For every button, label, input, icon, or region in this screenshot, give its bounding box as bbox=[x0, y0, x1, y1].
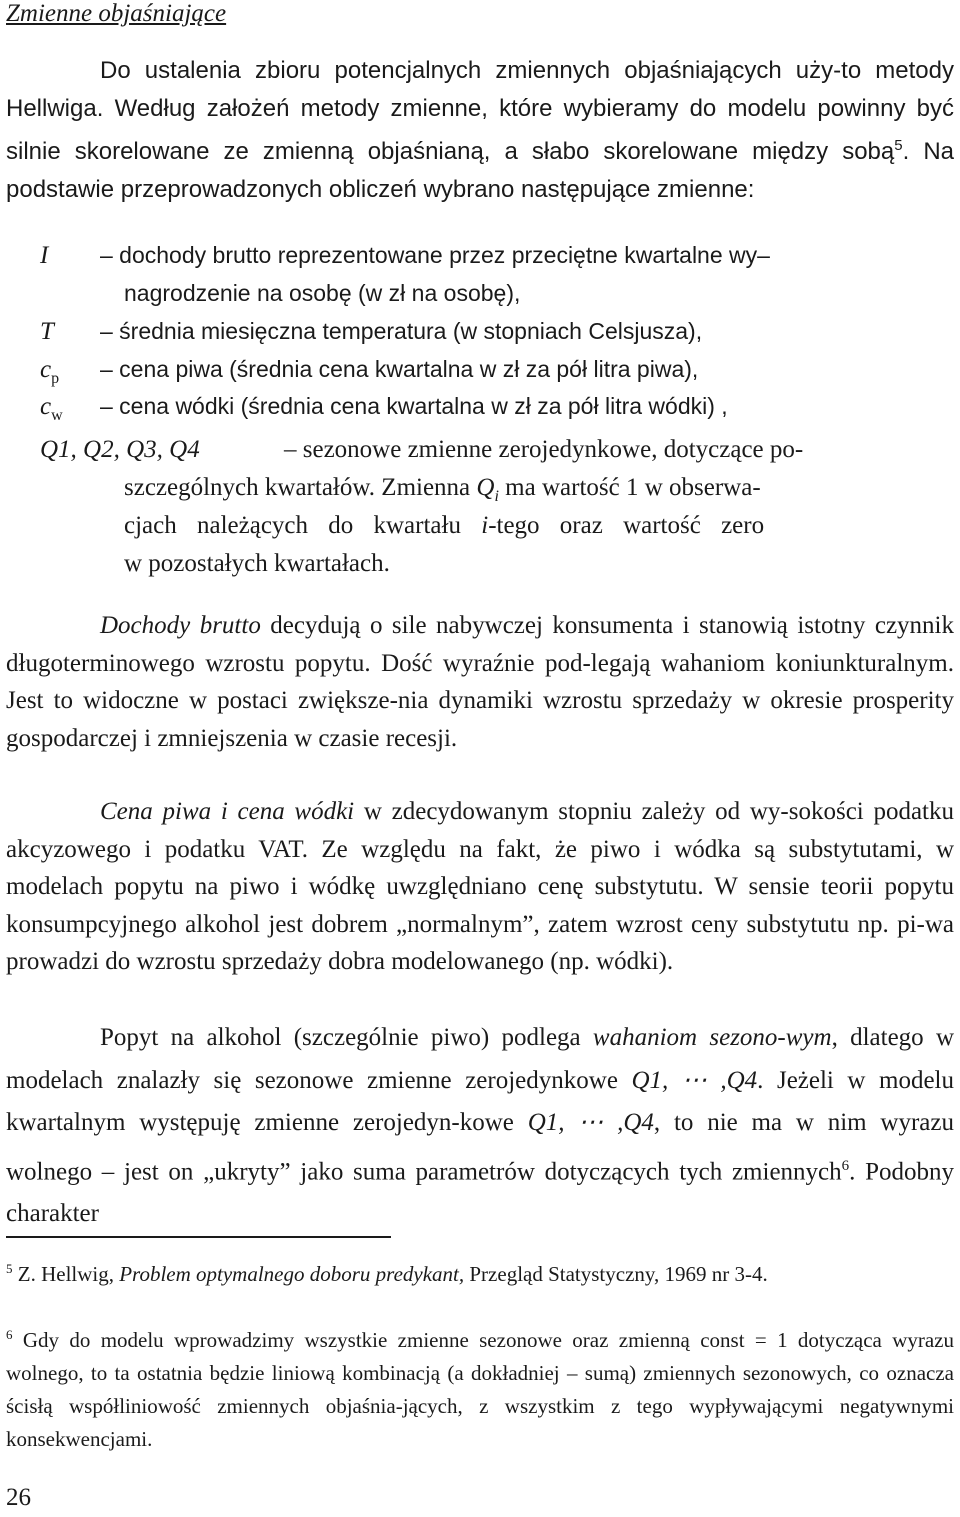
variable-symbol: I bbox=[40, 242, 49, 269]
prices-lead: Cena piwa i cena wódki bbox=[100, 798, 355, 825]
variable-symbol bbox=[40, 356, 59, 388]
footnote-number: 6 bbox=[6, 1327, 13, 1342]
seasonal-q-sub: i bbox=[494, 488, 499, 505]
seasonal-q-range-2: Q1, ⋯ ,Q4 bbox=[527, 1109, 654, 1136]
seasonal-line-4: w pozostałych kwartałach. bbox=[124, 550, 390, 577]
footnote-5 bbox=[6, 1252, 954, 1291]
variable-symbol-sub: w bbox=[51, 407, 63, 424]
seasonal-symbols bbox=[40, 431, 200, 469]
intro-text-b: . Na podstawie przeprowadzonych obliczeń wybrano następujące zmienne: bbox=[6, 138, 954, 203]
seasonal-par-b: , dlatego w modelach znalazły się sezonowe zmienne zerojedynkowe bbox=[6, 1024, 954, 1094]
seasonal-q-symbol: Q bbox=[476, 474, 495, 501]
intro-paragraph bbox=[6, 52, 954, 208]
variable-symbol-sub: p bbox=[51, 370, 60, 387]
page-number: 26 bbox=[6, 1484, 31, 1511]
footnote-text-b: Przegląd Statystyczny, 1969 nr 3-4. bbox=[464, 1262, 768, 1286]
income-lead: Dochody brutto bbox=[100, 612, 261, 639]
variable-symbol: T bbox=[40, 318, 54, 345]
income-text: decydują o sile nabywczej konsumenta i stanowią istotny czynnik długoterminowego wzrostu popytu. Dość wyraźnie pod-legają wahaniom koniunkturalnym. Jest to widoczne w postaci zwiększe-nia dynamiki wzrostu sprzedaży w okresie prosperity gospodarczej i zmniejszenia w czasie recesji. bbox=[6, 612, 954, 752]
prices-text: w zdecydowanym stopniu zależy od wy-sokości podatku akcyzowego i podatku VAT. Ze względu na fakt, że piwo i wódka są substytutami, w modelach popytu na piwo i wódkę uwzględniano cenę substytutu. W sensie teorii popytu konsumpcyjnego alkohol jest dobrem „normalnym”, zatem wzrost ceny substytutu np. pi-wa prowadzi do wzrostu sprzedaży dobra modelowanego (np. wódki). bbox=[6, 798, 955, 976]
variable-description-cont: nagrodzenie na osobę (w zł na osobę), bbox=[124, 280, 521, 306]
section-heading: Zmienne objaśniające bbox=[6, 0, 227, 27]
seasonal-line-2a: szczególnych kwartałów. Zmienna bbox=[124, 474, 477, 501]
seasonal-par-c: . Jeżeli w modelu kwartalnym występuję zmienne zerojedyn-kowe bbox=[6, 1066, 955, 1136]
footnote-text-a: Z. Hellwig, bbox=[12, 1262, 120, 1286]
footnote-ref-6[interactable]: 6 bbox=[841, 1157, 850, 1174]
seasonal-paragraph bbox=[6, 1017, 954, 1236]
variable-symbol-base: c bbox=[40, 393, 52, 420]
footnote-title: Problem optymalnego doboru predykant, bbox=[119, 1262, 465, 1286]
variable-symbol bbox=[40, 393, 63, 425]
footnote-number: 5 bbox=[6, 1261, 13, 1276]
seasonal-line-2b: ma wartość 1 w obserwa- bbox=[498, 474, 761, 501]
variable-description: – dochody brutto reprezentowane przez przeciętne kwartalne wy– bbox=[100, 242, 770, 268]
variable-description: – cena wódki (średnia cena kwartalna w zł za pół litra wódki) , bbox=[100, 393, 728, 419]
seasonal-par-d: , to nie ma w nim wyrazu wolnego – jest on „ukryty” jako suma parametrów dotyczących tych zmiennych bbox=[6, 1109, 954, 1185]
seasonal-par-e: . Podobny charakter bbox=[6, 1157, 954, 1228]
footnote-ref-5[interactable]: 5 bbox=[894, 137, 903, 155]
footnote-divider bbox=[6, 1236, 391, 1238]
seasonal-line-3 bbox=[124, 507, 764, 545]
seasonal-description: – sezonowe zmienne zerojedynkowe, dotyczące po- bbox=[284, 436, 804, 463]
seasonal-symbols-text: Q1, Q2, Q3, Q4 bbox=[40, 436, 200, 463]
seasonal-q-range-1: Q1, ⋯ ,Q4 bbox=[631, 1066, 758, 1094]
seasonal-line-3a: cjach należących do kwartału bbox=[124, 512, 482, 539]
seasonal-par-a: Popyt na alkohol (szczególnie piwo) podlega bbox=[100, 1024, 593, 1051]
seasonal-par-lead: wahaniom sezono-wym bbox=[592, 1024, 832, 1051]
variable-description: – średnia miesięczna temperatura (w stopniach Celsjusza), bbox=[100, 318, 703, 344]
variable-description: – cena piwa (średnia cena kwartalna w zł za pół litra piwa), bbox=[100, 356, 699, 382]
prices-paragraph bbox=[6, 793, 954, 981]
seasonal-i: i bbox=[481, 512, 489, 539]
variable-symbol-base: c bbox=[40, 356, 52, 383]
income-paragraph bbox=[6, 607, 954, 757]
footnote-text: Gdy do modelu wprowadzimy wszystkie zmienne sezonowe oraz zmienną const = 1 dotycząca wyrazu wolnego, to ta ostatnia będzie liniową kombinacją (a dokładniej – sumą) zmiennych sezonowych, co oznacza ścisłą współliniowość zmiennych objaśnia-jących, z wszystkim z tego wypływającymi negatywnymi konsekwencjami. bbox=[6, 1328, 954, 1451]
footnote-6 bbox=[6, 1318, 954, 1456]
seasonal-line-3b: -tego oraz wartość zero bbox=[488, 512, 765, 539]
intro-text-a: Do ustalenia zbioru potencjalnych zmiennych objaśniających uży-to metody Hellwiga. Według założeń metody zmienne, które wybieramy do modelu powinny być silnie skorelowane ze zmienną objaśnianą, a słabo skorelowane między sobą bbox=[6, 57, 954, 166]
